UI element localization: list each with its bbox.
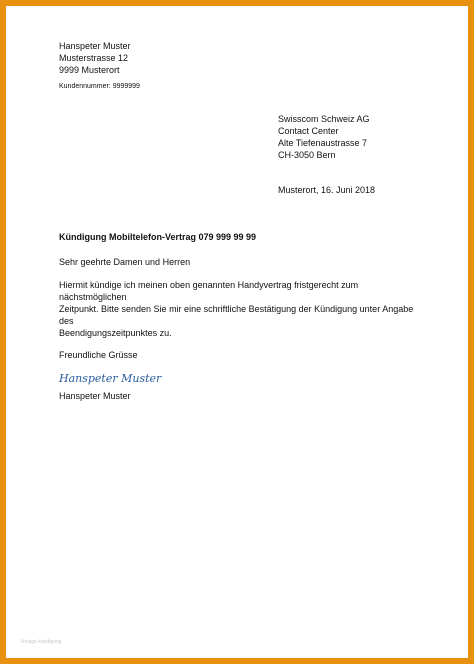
letter-body <box>59 279 424 339</box>
body-line-1: Hiermit kündige ich meinen oben genannten Handyvertrag fristgerecht zum nächstmöglichen <box>59 280 359 302</box>
body-line-3: Beendigungszeitpunktes zu. <box>59 328 172 338</box>
signer-name: Hanspeter Muster <box>59 391 131 401</box>
sender-name: Hanspeter Muster <box>59 41 131 51</box>
recipient-street: Alte Tiefenaustrasse 7 <box>278 138 368 148</box>
customer-number: Kundennummer: 9999999 <box>59 83 140 90</box>
salutation: Sehr geehrte Damen und Herren <box>59 257 191 267</box>
recipient-city: CH-3050 Bern <box>278 150 336 160</box>
handwritten-signature: Hanspeter Muster <box>59 372 162 385</box>
recipient-address <box>278 113 370 161</box>
watermark: Vorlage kündigung <box>20 639 62 645</box>
letter-subject: Kündigung Mobiltelefon-Vertrag 079 999 99 99 <box>59 232 257 242</box>
body-line-2: Zeitpunkt. Bitte senden Sie mir eine schriftliche Bestätigung der Kündigung unter Angabe des <box>59 304 414 326</box>
sender-street: Musterstrasse 12 <box>59 53 129 63</box>
closing: Freundliche Grüsse <box>59 350 138 360</box>
recipient-department: Contact Center <box>278 126 339 136</box>
sender-address <box>59 40 131 76</box>
sender-city: 9999 Musterort <box>59 65 120 75</box>
letter-page <box>6 6 468 658</box>
recipient-company: Swisscom Schweiz AG <box>278 114 370 124</box>
letter-date: Musterort, 16. Juni 2018 <box>278 185 376 195</box>
